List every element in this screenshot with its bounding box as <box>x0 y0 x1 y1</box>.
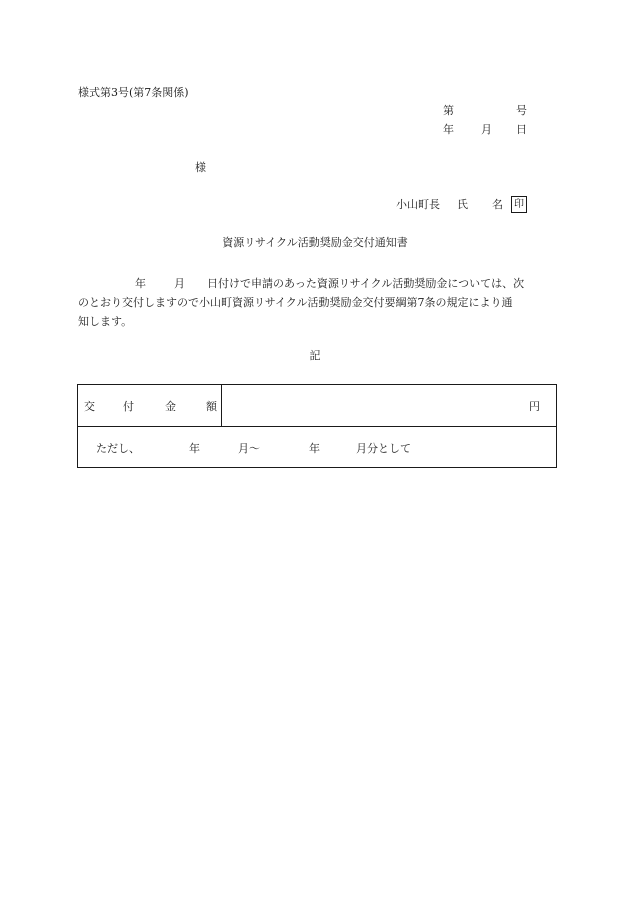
seal-mark: 印 <box>511 196 527 213</box>
period-year-2: 年 <box>309 442 320 455</box>
body-line-2: のとおり交付しますので小山町資源リサイクル活動奨励金交付要綱第7条の規定により通 <box>78 296 513 309</box>
body-year: 年 <box>135 277 146 290</box>
label-char-1: 交 <box>84 400 95 413</box>
label-char-4: 額 <box>206 400 217 413</box>
ki-heading: 記 <box>309 349 321 362</box>
period-month-1: 月〜 <box>238 442 260 455</box>
document-number-prefix: 第 <box>443 104 454 117</box>
body-line-1-text: 日付けで申請のあった資源リサイクル活動奨励金については、次 <box>207 277 525 290</box>
grant-amount-label <box>78 385 222 427</box>
period-prefix: ただし、 <box>96 442 140 455</box>
addressee-honorific: 様 <box>195 161 206 174</box>
period-year-1: 年 <box>189 442 200 455</box>
body-month: 月 <box>174 277 185 290</box>
label-char-3: 金 <box>165 400 176 413</box>
body-line-1 <box>78 274 553 293</box>
date-year-label: 年 <box>443 123 454 136</box>
grant-period <box>78 427 557 468</box>
sender-name-mei: 名 <box>492 198 503 211</box>
yen-unit: 円 <box>529 400 540 413</box>
date-day-label: 日 <box>516 123 527 136</box>
grant-period-row <box>78 427 557 468</box>
sender-title: 小山町長 <box>396 198 440 211</box>
document-title: 資源リサイクル活動奨励金交付通知書 <box>222 236 408 249</box>
grant-table <box>77 384 557 468</box>
grant-amount-value <box>222 385 557 427</box>
document-number-suffix: 号 <box>516 104 527 117</box>
date-month-label: 月 <box>481 123 492 136</box>
period-month-2: 月分として <box>356 442 411 455</box>
body-line-3: 知します。 <box>78 315 133 328</box>
grant-amount-row <box>78 385 557 427</box>
sender-name-shi: 氏 <box>457 198 468 211</box>
form-number-label: 様式第3号(第7条関係) <box>78 86 189 99</box>
notice-body <box>78 274 553 331</box>
label-char-2: 付 <box>123 400 134 413</box>
